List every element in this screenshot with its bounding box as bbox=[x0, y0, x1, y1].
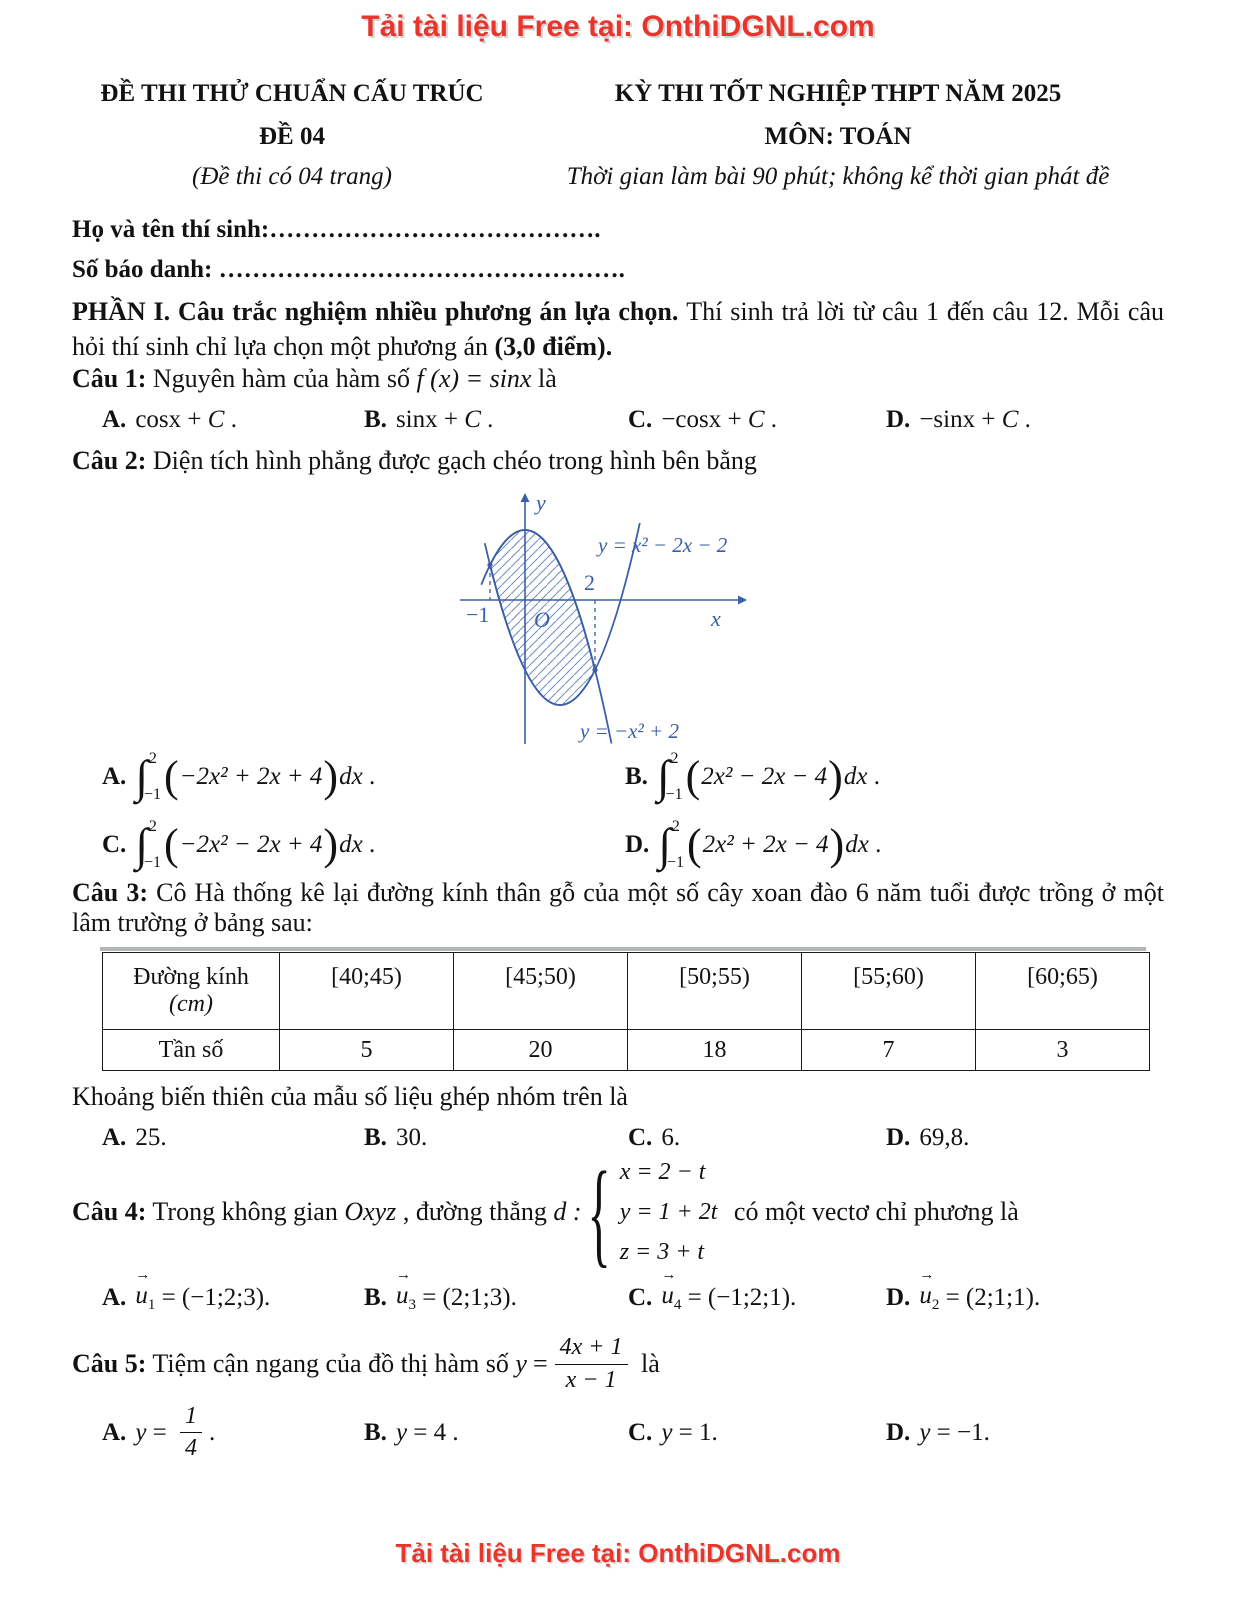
frequency-table bbox=[102, 952, 1150, 1071]
part1-heading-points: (3,0 điểm). bbox=[494, 332, 613, 362]
graph-origin-label: O bbox=[534, 607, 550, 632]
q1-option-a: A. cosx + C . bbox=[102, 406, 237, 433]
parametric-system: x = 2 − t y = 1 + 2t z = 3 + t bbox=[619, 1158, 718, 1265]
question-3-subtext: Khoảng biến thiên của mẫu số liệu ghép nhóm trên là bbox=[72, 1082, 628, 1111]
integral-sign: ∫ bbox=[135, 751, 148, 803]
exam-header-right bbox=[512, 80, 1164, 191]
q1-option-d: D. −sinx + C . bbox=[886, 406, 1031, 433]
x-axis-arrow bbox=[738, 596, 747, 605]
table-header-cell: [60;65) bbox=[976, 953, 1150, 1030]
q2-option-c: C. ∫ 2 −1 ( −2x² − 2x + 4 ) dx . bbox=[102, 818, 376, 871]
curve-up-equation: y = x² − 2x − 2 bbox=[598, 533, 728, 557]
q2-option-a: A. ∫ 2 −1 ( −2x² + 2x + 4 ) dx . bbox=[102, 750, 376, 803]
integral-sign: ∫ bbox=[656, 751, 670, 803]
question-4-options bbox=[102, 1267, 1164, 1314]
graph-tick-minus1: −1 bbox=[466, 602, 490, 627]
integral-sign: ∫ bbox=[658, 819, 671, 871]
exam-structure-title: ĐỀ THI THỬ CHUẨN CẤU TRÚC bbox=[100, 80, 484, 107]
part1-heading-bold: PHẦN I. Câu trắc nghiệm nhiều phương án lựa chọn. bbox=[72, 297, 687, 326]
student-id-dots: …………………………………………. bbox=[218, 256, 625, 283]
part1-heading bbox=[72, 294, 1164, 364]
system-brace: { bbox=[587, 1146, 611, 1278]
table-cell: 18 bbox=[628, 1030, 802, 1071]
question-5-suffix: là bbox=[634, 1349, 660, 1378]
promo-footer-text: Tải tài liệu Free tại: OnthiDGNL.com bbox=[395, 1538, 841, 1568]
question-1-text: Nguyên hàm của hàm số bbox=[146, 364, 417, 393]
fraction: $\frac{4x + 1}{x - 1}$ bbox=[555, 1333, 628, 1395]
q3-option-d: D. 69,8. bbox=[886, 1124, 970, 1151]
intersection-point-right bbox=[592, 667, 597, 672]
q4-option-d: D. → $u_2$ = (2;1;1). bbox=[886, 1267, 1041, 1313]
question-4-label: Câu 4: bbox=[72, 1197, 147, 1226]
table-header-cell: Đường kính (cm) bbox=[103, 953, 280, 1030]
question-1-label: Câu 1: bbox=[72, 364, 147, 393]
question-2-options-row1 bbox=[102, 748, 1164, 806]
question-4-text: Trong không gian bbox=[146, 1197, 345, 1226]
question-4-space: Oxyz bbox=[344, 1197, 397, 1226]
vector-arrow-icon: → bbox=[135, 1267, 150, 1283]
question-1-math: f (x) = sinx bbox=[416, 364, 532, 393]
question-2-options-row2 bbox=[102, 816, 1164, 874]
question-2 bbox=[72, 446, 757, 476]
question-2-label: Câu 2: bbox=[72, 446, 147, 475]
question-1-suffix: là bbox=[531, 364, 557, 393]
exam-season-title: KỲ THI TỐT NGHIỆP THPT NĂM 2025 bbox=[614, 80, 1062, 107]
table-header-cell: [40;45) bbox=[280, 953, 454, 1030]
table-top-strip bbox=[100, 947, 1146, 951]
question-3-label: Câu 3: bbox=[72, 878, 148, 907]
q3-option-a: A. 25. bbox=[102, 1124, 167, 1151]
question-4-suffix: có một vectơ chỉ phương là bbox=[727, 1197, 1019, 1226]
q5-option-d: D. y = −1. bbox=[886, 1418, 990, 1446]
question-5-label: Câu 5: bbox=[72, 1349, 147, 1378]
q4-option-c: C. → $u_4$ = (−1;2;1). bbox=[628, 1267, 797, 1313]
q5-option-a: A. y = $\frac{1}{4}$ . bbox=[102, 1402, 364, 1464]
table-cell: Tần số bbox=[103, 1030, 280, 1071]
question-4: Câu 4: Trong không gian Oxyz , đường thẳng d : { x = 2 − t y = 1 + 2t z = 3 + t có một vectơ chỉ phương là bbox=[72, 1150, 1019, 1274]
question-3-options bbox=[102, 1124, 1164, 1152]
q3-option-c: C. 6. bbox=[628, 1124, 681, 1151]
table-frequency-row bbox=[103, 1030, 1150, 1071]
duration-note: Thời gian làm bài 90 phút; không kể thời gian phát đề bbox=[566, 163, 1110, 190]
table-header-cell: [55;60) bbox=[802, 953, 976, 1030]
vector-arrow-icon: → bbox=[661, 1267, 676, 1283]
integral-sign: ∫ bbox=[135, 819, 148, 871]
q4-option-a: A. → $u_1$ = (−1;2;3). bbox=[102, 1267, 271, 1313]
q5-option-b: B. y = 4 . bbox=[364, 1418, 459, 1446]
figure-graph bbox=[448, 486, 760, 754]
question-1-options bbox=[102, 406, 1164, 434]
table-cell: 5 bbox=[280, 1030, 454, 1071]
exam-header bbox=[72, 80, 1164, 191]
question-5: Câu 5: Tiệm cận ngang của đồ thị hàm số y = $\frac{4x + 1}{x - 1}$ là bbox=[72, 1332, 660, 1396]
graph-tick-2: 2 bbox=[584, 570, 595, 595]
vector-arrow-icon: → bbox=[395, 1267, 410, 1283]
q4-option-b: B. → $u_3$ = (2;1;3). bbox=[364, 1267, 517, 1313]
exam-header-left bbox=[72, 80, 512, 191]
student-id-label: Số báo danh: bbox=[72, 256, 219, 283]
question-5-options bbox=[102, 1402, 1164, 1462]
q1-option-c: C. −cosx + C . bbox=[628, 406, 778, 433]
exam-code: ĐỀ 04 bbox=[259, 123, 325, 150]
student-id-line bbox=[72, 256, 625, 284]
subject-title: MÔN: TOÁN bbox=[764, 123, 912, 150]
promo-banner-text: Tải tài liệu Free tại: OnthiDGNL.com bbox=[361, 10, 875, 43]
student-name-line bbox=[72, 216, 601, 244]
q5-option-c: C. y = 1. bbox=[628, 1418, 718, 1446]
q2-option-b: B. ∫ 2 −1 ( 2x² − 2x − 4 ) dx . bbox=[625, 750, 880, 803]
q2-option-d: D. ∫ 2 −1 ( 2x² + 2x − 4 ) dx . bbox=[625, 818, 882, 871]
table-cell: 3 bbox=[976, 1030, 1150, 1071]
graph-x-label: x bbox=[711, 606, 721, 631]
table-header-cell: [45;50) bbox=[454, 953, 628, 1030]
fraction: $\frac{1}{4}$ bbox=[180, 1402, 202, 1464]
table-cell: 7 bbox=[802, 1030, 976, 1071]
q3-option-b: B. 30. bbox=[364, 1124, 428, 1151]
question-3 bbox=[72, 878, 1164, 938]
table-header-row bbox=[103, 953, 1150, 1030]
part1-heading-rest: Thí sinh trả lời từ câu 1 đến câu 12. Mỗi câu hỏi thí sinh chỉ lựa chọn một phương án bbox=[72, 297, 1164, 362]
question-1 bbox=[72, 364, 557, 394]
vector-arrow-icon: → bbox=[919, 1267, 934, 1283]
graph-y-label: y bbox=[536, 490, 546, 515]
y-axis-arrow bbox=[521, 493, 530, 502]
question-2-text: Diện tích hình phẳng được gạch chéo trong hình bên bằng bbox=[146, 446, 757, 475]
curve-down-equation: y = −x² + 2 bbox=[580, 719, 679, 743]
student-name-dots: …………………………………. bbox=[269, 216, 601, 243]
table-cell: 20 bbox=[454, 1030, 628, 1071]
intersection-point-left bbox=[487, 562, 492, 567]
student-name-label: Họ và tên thí sinh: bbox=[72, 216, 270, 243]
line-symbol: d : bbox=[553, 1197, 582, 1226]
table-header-cell: [50;55) bbox=[628, 953, 802, 1030]
question-3-text: Cô Hà thống kê lại đường kính thân gỗ của một số cây xoan đào 6 năm tuổi được trồng ở một lâm trường ở bảng sau: bbox=[72, 878, 1164, 937]
q1-option-b: B. sinx + C . bbox=[364, 406, 494, 433]
page-count-note: (Đề thi có 04 trang) bbox=[192, 163, 392, 190]
question-5-text: Tiệm cận ngang của đồ thị hàm số bbox=[146, 1349, 516, 1378]
